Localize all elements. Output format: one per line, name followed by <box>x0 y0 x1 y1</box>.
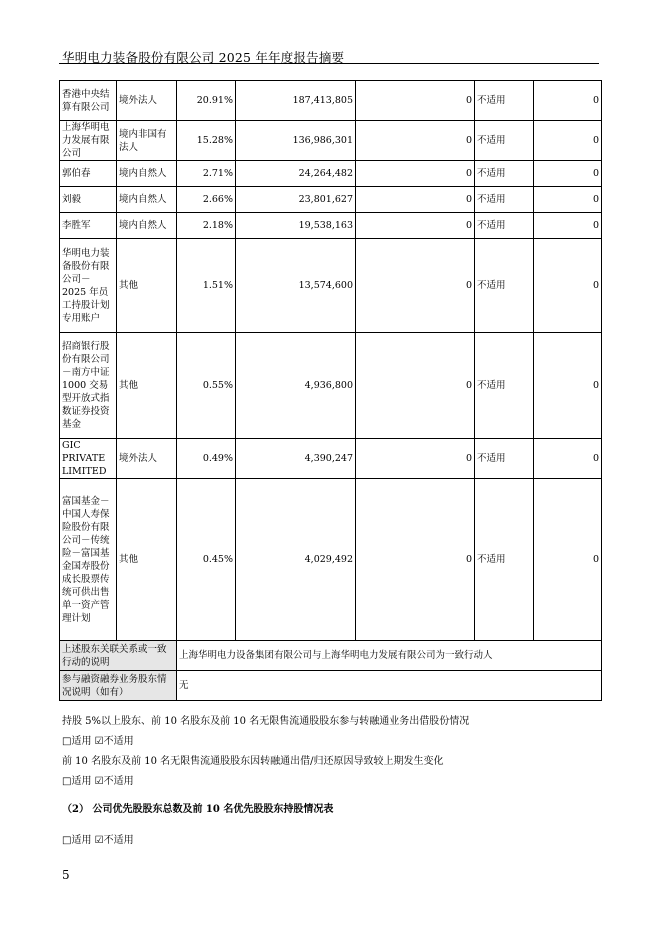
pledge-status: 不适用 <box>475 333 534 439</box>
lending-checkbox: □适用 ☑不适用 <box>62 736 134 747</box>
shareholder-name: 富国基金－中国人寿保险股份有限公司－传统险－富国基金国寿股份成长股票传统可供出售单一资产管理计划 <box>60 479 117 641</box>
shareholder-type: 其他 <box>117 239 177 333</box>
shareholders-table <box>59 80 602 701</box>
shareholder-type: 其他 <box>117 479 177 641</box>
shareholder-type: 境内非国有法人 <box>117 121 177 161</box>
restricted-shares: 0 <box>356 81 475 121</box>
pledge-quantity: 0 <box>534 161 602 187</box>
holding-ratio: 0.49% <box>177 439 236 479</box>
pledge-quantity: 0 <box>534 479 602 641</box>
note-row <box>60 671 602 701</box>
restricted-shares: 0 <box>356 187 475 213</box>
share-count: 4,390,247 <box>236 439 356 479</box>
shareholder-type: 其他 <box>117 333 177 439</box>
table-row <box>60 161 602 187</box>
note-row <box>60 641 602 671</box>
note-value: 上海华明电力设备集团有限公司与上海华明电力发展有限公司为一致行动人 <box>177 641 602 671</box>
section-title: （2） 公司优先股股东总数及前 10 名优先股股东持股情况表 <box>62 804 334 815</box>
pledge-quantity: 0 <box>534 439 602 479</box>
table-row <box>60 333 602 439</box>
pledge-status: 不适用 <box>475 439 534 479</box>
holding-ratio: 0.55% <box>177 333 236 439</box>
pledge-status: 不适用 <box>475 81 534 121</box>
table-row <box>60 81 602 121</box>
holding-ratio: 2.71% <box>177 161 236 187</box>
restricted-shares: 0 <box>356 479 475 641</box>
pledge-quantity: 0 <box>534 81 602 121</box>
table-row <box>60 187 602 213</box>
shareholder-name: 香港中央结算有限公司 <box>60 81 117 121</box>
pledge-status: 不适用 <box>475 213 534 239</box>
holding-ratio: 20.91% <box>177 81 236 121</box>
holding-ratio: 2.66% <box>177 187 236 213</box>
shareholder-type: 境外法人 <box>117 439 177 479</box>
report-header: 华明电力装备股份有限公司 2025 年年度报告摘要 <box>62 50 345 65</box>
pledge-status: 不适用 <box>475 161 534 187</box>
holding-ratio: 15.28% <box>177 121 236 161</box>
page-number: 5 <box>62 868 70 882</box>
change-note: 前 10 名股东及前 10 名无限售流通股股东因转融通出借/归还原因导致较上期发生变化 <box>62 756 444 767</box>
preferred-checkbox: □适用 ☑不适用 <box>62 835 134 846</box>
note-label: 上述股东关联关系或一致行动的说明 <box>60 641 177 671</box>
pledge-quantity: 0 <box>534 121 602 161</box>
shareholder-name: 郭伯春 <box>60 161 117 187</box>
holding-ratio: 0.45% <box>177 479 236 641</box>
note-label: 参与融资融券业务股东情况说明（如有） <box>60 671 177 701</box>
shareholder-name: 华明电力装备股份有限公司－2025 年员工持股计划专用账户 <box>60 239 117 333</box>
shareholder-type: 境内自然人 <box>117 213 177 239</box>
pledge-quantity: 0 <box>534 333 602 439</box>
holding-ratio: 1.51% <box>177 239 236 333</box>
pledge-quantity: 0 <box>534 213 602 239</box>
share-count: 23,801,627 <box>236 187 356 213</box>
share-count: 13,574,600 <box>236 239 356 333</box>
share-count: 24,264,482 <box>236 161 356 187</box>
shareholder-type: 境内自然人 <box>117 187 177 213</box>
restricted-shares: 0 <box>356 439 475 479</box>
shareholder-name: 上海华明电力发展有限公司 <box>60 121 117 161</box>
shareholder-name: 李胜军 <box>60 213 117 239</box>
shareholder-name: 刘毅 <box>60 187 117 213</box>
table-row <box>60 239 602 333</box>
pledge-status: 不适用 <box>475 479 534 641</box>
restricted-shares: 0 <box>356 239 475 333</box>
change-checkbox: □适用 ☑不适用 <box>62 776 134 787</box>
restricted-shares: 0 <box>356 213 475 239</box>
pledge-status: 不适用 <box>475 121 534 161</box>
pledge-status: 不适用 <box>475 187 534 213</box>
share-count: 4,029,492 <box>236 479 356 641</box>
pledge-status: 不适用 <box>475 239 534 333</box>
header-divider <box>59 63 599 64</box>
shareholder-type: 境外法人 <box>117 81 177 121</box>
holding-ratio: 2.18% <box>177 213 236 239</box>
restricted-shares: 0 <box>356 121 475 161</box>
table-row <box>60 479 602 641</box>
share-count: 136,986,301 <box>236 121 356 161</box>
restricted-shares: 0 <box>356 333 475 439</box>
lending-note: 持股 5%以上股东、前 10 名股东及前 10 名无限售流通股股东参与转融通业务出借股份情况 <box>62 716 470 727</box>
shareholder-name: 招商银行股份有限公司－南方中证1000 交易型开放式指数证券投资基金 <box>60 333 117 439</box>
table-row <box>60 439 602 479</box>
table-row <box>60 213 602 239</box>
table-row <box>60 121 602 161</box>
share-count: 4,936,800 <box>236 333 356 439</box>
note-value: 无 <box>177 671 602 701</box>
pledge-quantity: 0 <box>534 239 602 333</box>
restricted-shares: 0 <box>356 161 475 187</box>
shareholder-name: GIC PRIVATE LIMITED <box>60 439 117 479</box>
share-count: 19,538,163 <box>236 213 356 239</box>
share-count: 187,413,805 <box>236 81 356 121</box>
pledge-quantity: 0 <box>534 187 602 213</box>
shareholder-type: 境内自然人 <box>117 161 177 187</box>
